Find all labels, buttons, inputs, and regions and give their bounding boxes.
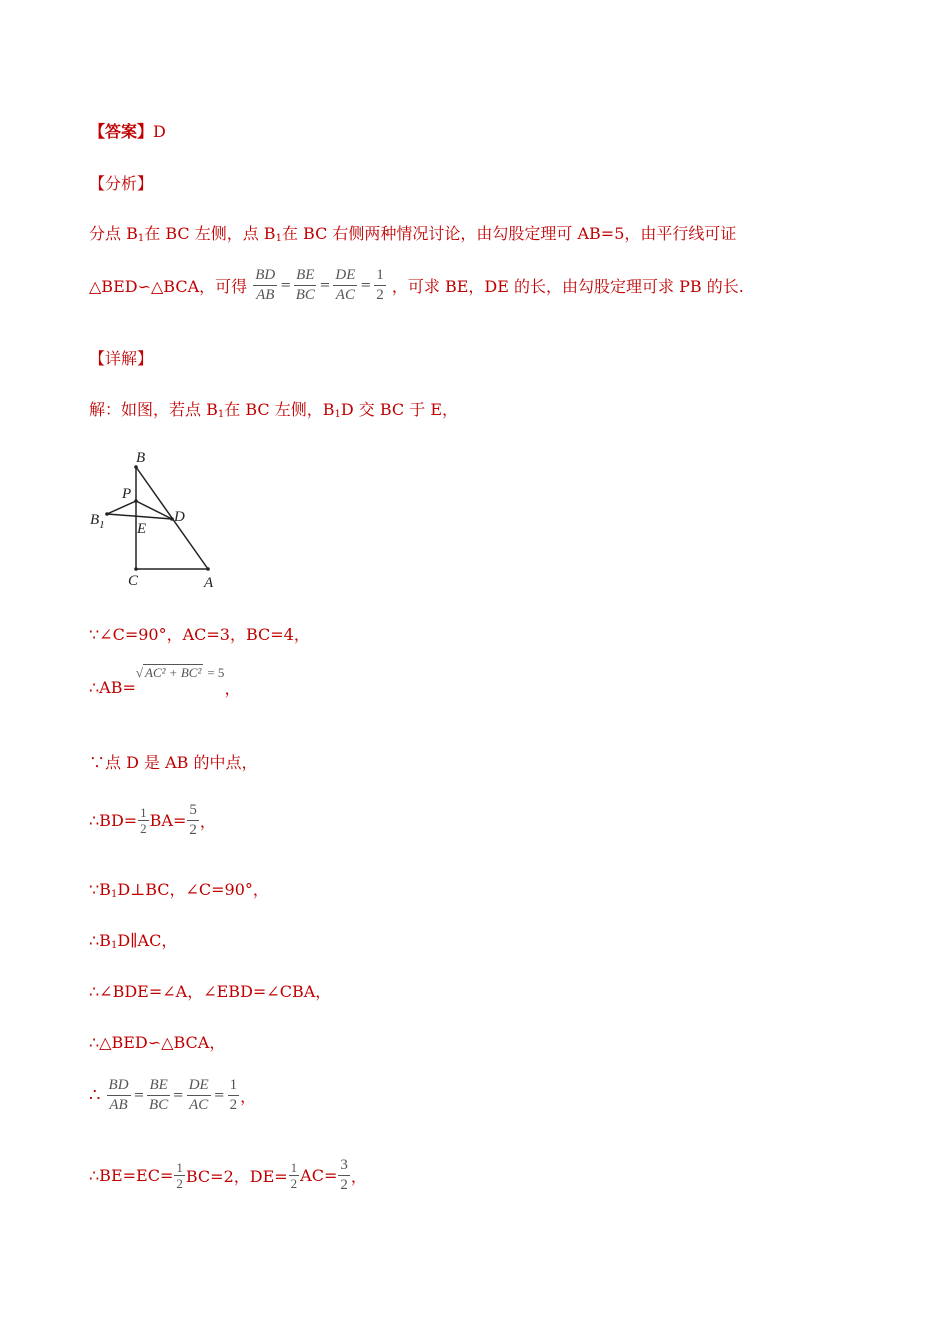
answer-line xyxy=(89,119,166,142)
answer-label: 【答案】 xyxy=(89,122,154,141)
step-8: ∴△BED∽△BCA， xyxy=(89,1033,226,1052)
step-10: ∴BE=EC= $\frac{1}{2}$ BC=2，DE= $\frac{1}{2}$ AC= $\frac{3}{2}$ ， xyxy=(89,1157,367,1193)
point-c xyxy=(134,567,138,571)
analysis-line-1: 分点 $B_1$在 BC 左侧，点 $B_1$在 BC 右侧两种情况讨论，由勾股定理可 AB=5，由平行线可证 xyxy=(89,224,737,244)
label-p: P xyxy=(122,486,132,502)
label-d: D xyxy=(174,509,185,525)
point-p xyxy=(134,499,138,503)
label-e: E xyxy=(137,521,147,537)
step-7: ∴∠BDE=∠A，∠EBD=∠CBA， xyxy=(89,982,332,1001)
fraction: $\frac{BE}{BC}$ xyxy=(295,267,315,303)
point-b1 xyxy=(105,512,109,516)
fraction: $\frac{BD}{AB}$ xyxy=(255,267,276,303)
point-a xyxy=(206,567,210,571)
detail-label: 【详解】 xyxy=(89,349,154,368)
answer-value: D xyxy=(153,122,166,141)
fraction: $\frac{DE}{AC}$ xyxy=(335,267,356,303)
step-4: ∴BD= $\frac{1}{2}$ BA= $\frac{5}{2}$ ， xyxy=(89,802,216,838)
fraction: $\frac{1}{2}$ xyxy=(376,267,384,303)
step-3: ∵点 D 是 AB 的中点， xyxy=(89,753,258,772)
label-b1: $B_1$ xyxy=(90,512,105,531)
label-b: B xyxy=(136,450,146,466)
label-a: A xyxy=(204,575,214,591)
step-2: ∴AB=√ AC² + BC² = 5， xyxy=(89,665,241,698)
detail-intro: 解：如图，若点 $B_1$在 BC 左侧，$B_1D$ 交 BC 于 E， xyxy=(89,400,458,420)
analysis-line-2: △BED∽△BCA，可得 $\frac{BD}{AB}$ = $\frac{BE}{BC}$ = $\frac{DE}{AC}$ = $\frac{1}{2}$ ，可求 BE，DE 的长，由勾股定理可求 PB 的长. xyxy=(89,267,744,303)
step-1: ∵∠C=90°，AC=3，BC=4， xyxy=(89,625,310,644)
step-9: ∴ $\frac{BD}{AB}$ = $\frac{BE}{BC}$ = $\frac{DE}{AC}$ = $\frac{1}{2}$ ， xyxy=(89,1077,257,1113)
segment-pb1 xyxy=(107,501,136,514)
step-5: $\because B_1D\perp BC$，∠C=90°， xyxy=(89,880,269,900)
step-6: $\therefore B_1D\parallel AC$， xyxy=(89,931,178,951)
geometry-figure xyxy=(86,446,226,592)
label-c: C xyxy=(128,573,139,589)
analysis-label: 【分析】 xyxy=(89,174,154,193)
